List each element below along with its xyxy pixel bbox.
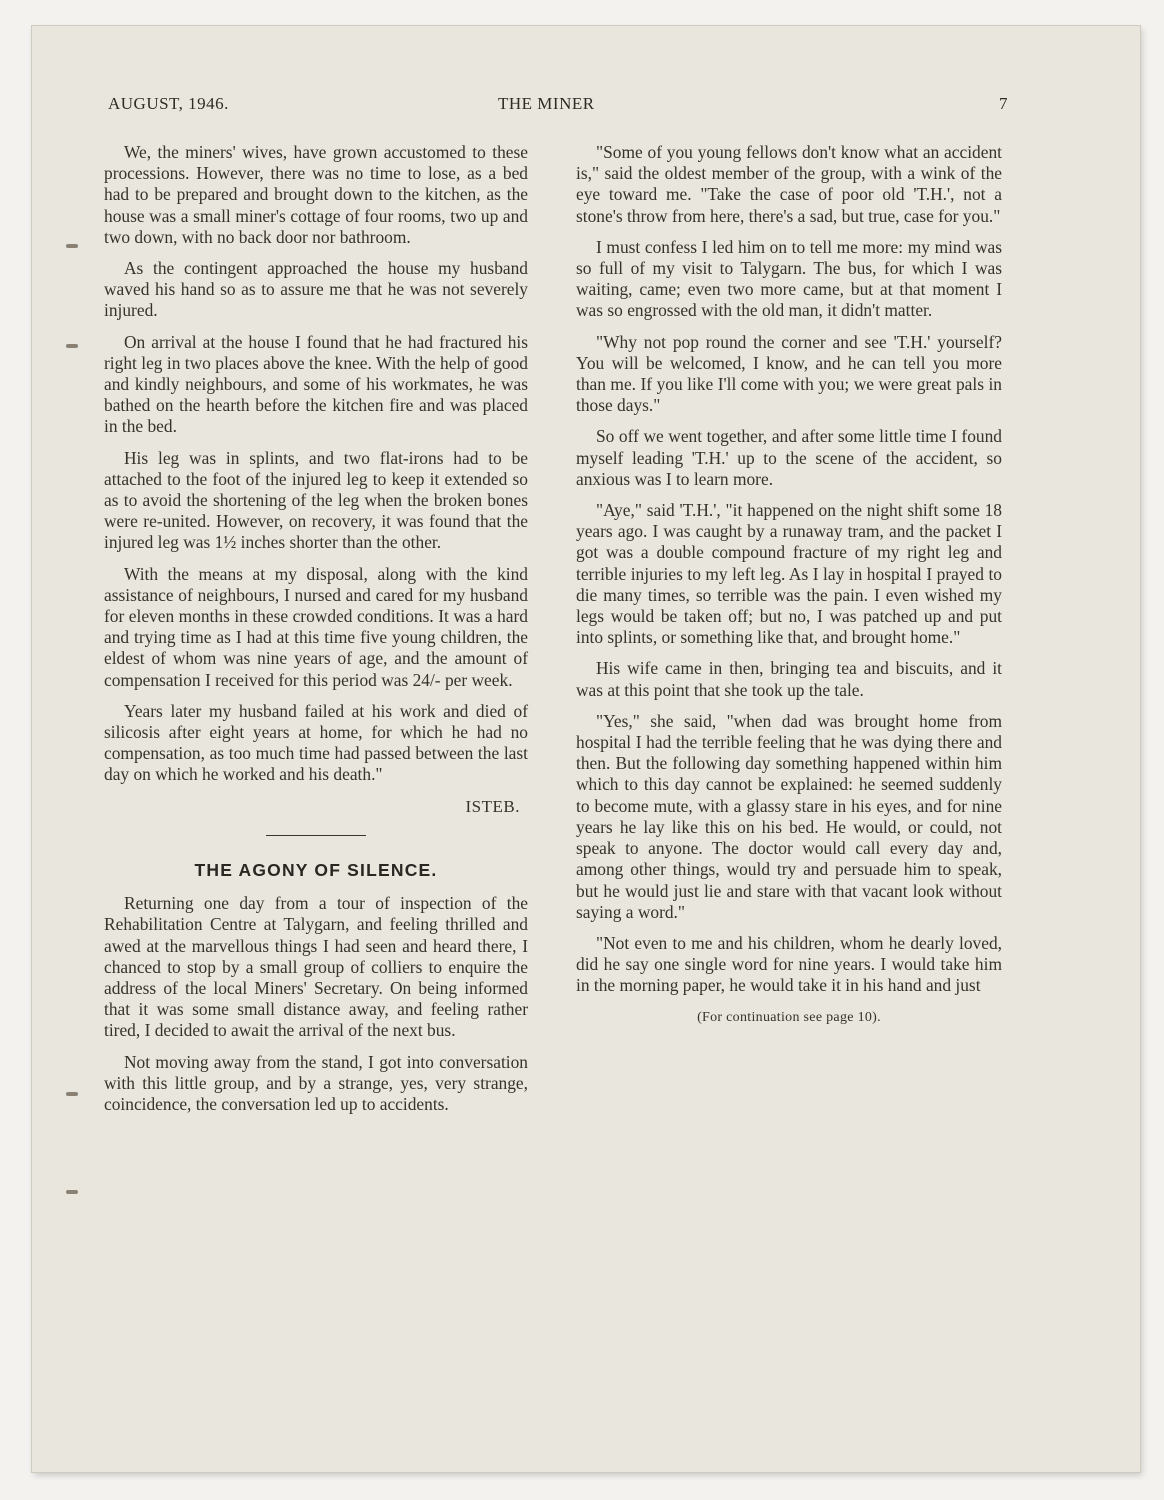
page-number: 7 bbox=[999, 94, 1008, 113]
section-divider bbox=[266, 835, 366, 836]
paragraph: "Aye," said 'T.H.', "it happened on the night shift some 18 years ago. I was caught by a runaway tram, and the packet I got was a double compound fracture of my right leg and terrible injuries to my left leg. As I lay in hospital I prayed to die many times, so terrible was the pain. I even wished my legs would be taken off; but no, I was patched up and put into splints, or something like that, and brought home." bbox=[576, 500, 1002, 648]
paragraph: "Why not pop round the corner and see 'T.H.' yourself? You will be welcomed, I know, and he can tell you more than me. If you like I'll come with you; we were great pals in those days." bbox=[576, 331, 1002, 416]
paragraph: We, the miners' wives, have grown accustomed to these processions. However, there was no time to lose, as a bed had to be prepared and brought down to the kitchen, as the house was a small miner's cottage of four rooms, two up and two down, with no back door nor bathroom. bbox=[104, 142, 528, 247]
publication-title: THE MINER bbox=[498, 94, 595, 113]
staple-mark bbox=[66, 1092, 78, 1096]
staple-mark bbox=[66, 344, 78, 348]
paragraph: Years later my husband failed at his work and died of silicosis after eight years at home, for which he had no compensation, as too much time had passed between the last day on which he worked and his death." bbox=[104, 700, 528, 785]
paragraph: Returning one day from a tour of inspection of the Rehabilitation Centre at Talygarn, and feeling thrilled and awed at the marvellous things I had seen and heard there, I chanced to stop by a small group of colliers to enquire the address of the local Miners' Secretary. On being informed that it was some small distance away, and feeling rather tired, I decided to await the arrival of the next bus. bbox=[104, 893, 528, 1041]
paragraph: With the means at my disposal, along with the kind assistance of neighbours, I nursed and cared for my husband for eleven months in these crowded conditions. It was a hard and trying time as I had at this time five young children, the eldest of whom was nine years of age, and the amount of compensation I received for this period was 24/- per week. bbox=[104, 563, 528, 690]
paragraph: "Not even to me and his children, whom he dearly loved, did he say one single word for nine years. I would take him in the morning paper, he would take it in his hand and just bbox=[576, 932, 1002, 996]
issue-date: AUGUST, 1946. bbox=[108, 94, 229, 113]
paragraph: His wife came in then, bringing tea and biscuits, and it was at this point that she took up the tale. bbox=[576, 658, 1002, 700]
article-heading: THE AGONY OF SILENCE. bbox=[194, 859, 438, 880]
continuation-note: (For continuation see page 10). bbox=[697, 1009, 881, 1025]
left-column bbox=[104, 142, 528, 1125]
paragraph: On arrival at the house I found that he had fractured his right leg in two places above the knee. With the help of good and kindly neighbours, and some of his workmates, he was bathed on the hearth before the kitchen fire and was placed in the bed. bbox=[104, 331, 528, 437]
paragraph: I must confess I led him on to tell me more: my mind was so full of my visit to Talygarn. The bus, for which I was waiting, came; even two more came, but at that moment I was so engrossed with the old man, it didn't matter. bbox=[576, 236, 1002, 321]
page-header bbox=[108, 94, 1008, 118]
paragraph: His leg was in splints, and two flat-irons had to be attached to the foot of the injured leg to keep it extended so as to avoid the shortening of the leg when the broken bones were re-united. However, on recovery, it was found that the injured leg was 1½ inches shorter than the other. bbox=[104, 447, 528, 553]
right-column bbox=[576, 142, 1002, 1028]
paragraph: As the contingent approached the house my husband waved his hand so as to assure me that he was not severely injured. bbox=[104, 258, 528, 321]
paragraph: Not moving away from the stand, I got into conversation with this little group, and by a strange, yes, very strange, coincidence, the conversation led up to accidents. bbox=[104, 1051, 528, 1114]
staple-mark bbox=[66, 244, 78, 248]
author-signature: ISTEB. bbox=[465, 796, 520, 816]
paragraph: "Some of you young fellows don't know what an accident is," said the oldest member of the group, with a wink of the eye toward me. "Take the case of poor old 'T.H.', not a stone's throw from here, there's a sad, but true, case for you." bbox=[576, 142, 1002, 226]
staple-mark bbox=[66, 1190, 78, 1194]
paragraph: So off we went together, and after some little time I found myself leading 'T.H.' up to the scene of the accident, so anxious was I to learn more. bbox=[576, 426, 1002, 489]
paragraph: "Yes," she said, "when dad was brought home from hospital I had the terrible feeling that he was dying there and then. But the following day something happened within him which to this day cannot be explained: he seemed suddenly to become mute, with a glassy stare in his eyes, and for nine years he lay like this on his bed. He would, or could, not speak to anyone. The doctor would call every day and, among other things, would try and persuade him to speak, but he would just lie and stare with that vacant look without saying a word." bbox=[576, 710, 1002, 922]
